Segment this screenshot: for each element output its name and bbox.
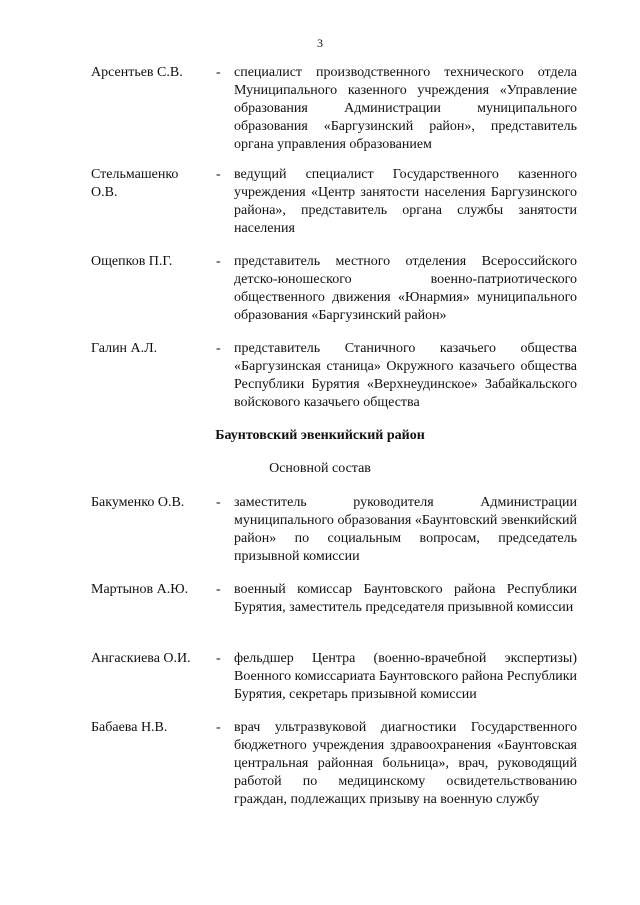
member-description: специалист производственного технического отдела Муниципального казенного учреждения «Управление образования Администрации муниципального образования «Баргузинский район», представитель органа управления образованием bbox=[234, 65, 577, 152]
member-description: врач ультразвуковой диагностики Государственного бюджетного учреждения здравоохранения «Баунтовская центральная районная больница», врач, руководящий работой по медицинскому освидетельствованию граждан, подлежащих призыву на военную службу bbox=[234, 720, 577, 807]
member-dash: - bbox=[216, 167, 221, 182]
member-entry bbox=[91, 494, 586, 566]
member-entry bbox=[91, 340, 586, 412]
member-name: Арсентьев С.В. bbox=[91, 65, 183, 80]
member-name: Галин А.Л. bbox=[91, 341, 158, 356]
member-name: Ощепков П.Г. bbox=[91, 254, 173, 269]
member-dash: - bbox=[216, 651, 221, 666]
member-dash: - bbox=[216, 582, 221, 597]
page-number: 3 bbox=[317, 36, 323, 50]
member-name: Бабаева Н.В. bbox=[91, 720, 168, 735]
member-name: Мартынов А.Ю. bbox=[91, 582, 189, 597]
member-name: Ангаскиева О.И. bbox=[91, 651, 191, 666]
member-entry bbox=[91, 253, 586, 325]
member-entry bbox=[91, 719, 586, 809]
section-heading: Баунтовский эвенкийский район bbox=[215, 428, 425, 443]
member-description: фельдшер Центра (военно-врачебной экспертизы) Военного комиссариата Баунтовского района Республики Бурятия, секретарь призывной комиссии bbox=[234, 651, 577, 702]
member-name: Бакуменко О.В. bbox=[91, 495, 185, 510]
member-description: военный комиссар Баунтовского района Республики Бурятия, заместитель председателя призывной комиссии bbox=[234, 582, 577, 615]
member-entry bbox=[91, 166, 586, 238]
member-description: представитель Станичного казачьего общества «Баргузинская станица» Окружного казачьего общества Республики Бурятия «Верхнеудинское» Забайкальского войскового казачьего общества bbox=[234, 341, 577, 410]
member-description: ведущий специалист Государственного казенного учреждения «Центр занятости населения Баргузинского района», представитель органа службы занятости населения bbox=[234, 167, 577, 236]
member-entry bbox=[91, 650, 586, 704]
member-name: Стельмашенко О.В. bbox=[91, 167, 179, 200]
member-dash: - bbox=[216, 341, 221, 356]
member-description: представитель местного отделения Всероссийского детско-юношеского военно-патриотического общественного движения «Юнармия» муниципального образования «Баргузинский район» bbox=[234, 254, 577, 323]
member-dash: - bbox=[216, 65, 221, 80]
member-description: заместитель руководителя Администрации муниципального образования «Баунтовский эвенкийский район» по социальным вопросам, председатель призывной комиссии bbox=[234, 495, 577, 564]
member-dash: - bbox=[216, 720, 221, 735]
member-entry bbox=[91, 64, 586, 154]
member-dash: - bbox=[216, 495, 221, 510]
member-dash: - bbox=[216, 254, 221, 269]
member-entry bbox=[91, 581, 586, 617]
section-subheading: Основной состав bbox=[269, 461, 371, 476]
